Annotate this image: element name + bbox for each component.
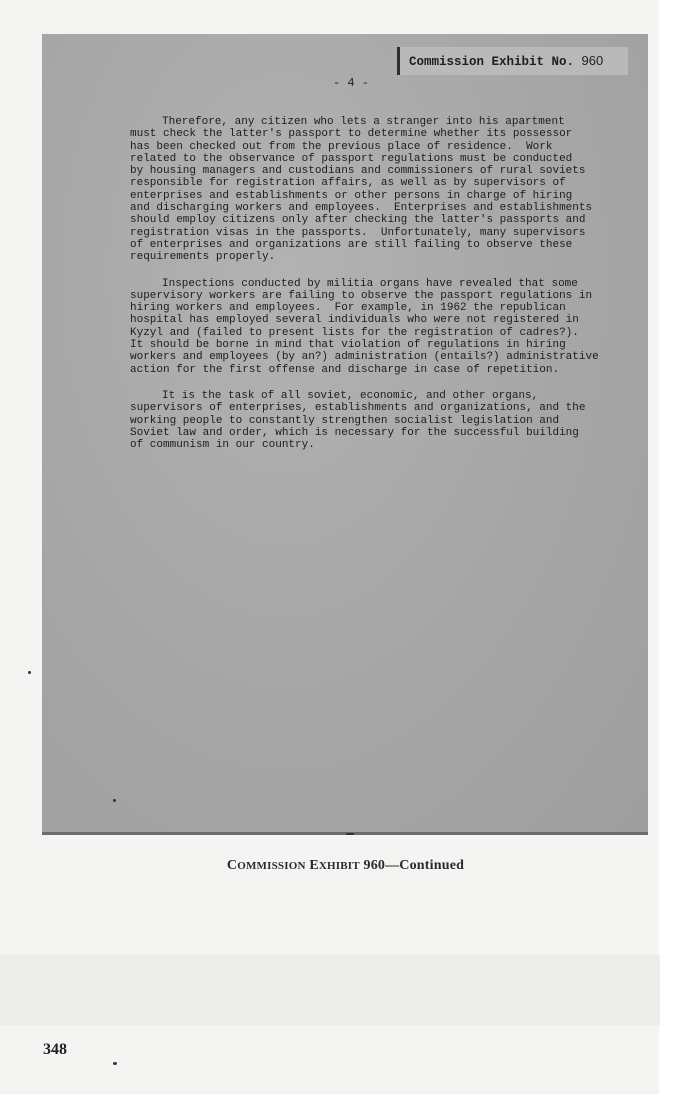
text-line: responsible for registration affairs, as well as by supervisors of xyxy=(130,177,566,190)
text-line: by housing managers and custodians and commissioners of rural soviets xyxy=(130,165,586,178)
text-line: has been checked out from the previous place of residence. Work xyxy=(130,140,553,153)
text-line: Kyzyl and (failed to present lists for the registration of cadres?). xyxy=(130,326,579,339)
caption-initial: C xyxy=(226,858,238,873)
text-line: requirements properly. xyxy=(130,251,276,264)
caption-word-rest: XHIBIT xyxy=(318,860,360,872)
text-line: Therefore, any citizen who lets a stranger into his apartment xyxy=(162,116,565,128)
text-line: of enterprises and organizations are still failing to observe these xyxy=(130,238,573,251)
text-line: enterprises and establishments or other persons in charge of hiring xyxy=(130,189,573,202)
text-line: It is the task of all soviet, economic, and other organs, xyxy=(162,389,539,402)
text-line: should employ citizens only after checking the latter's passports and xyxy=(130,214,586,227)
exhibit-stamp-number: 960 xyxy=(581,53,604,68)
page-number: 348 xyxy=(43,1041,67,1058)
text-line: It should be borne in mind that violation of regulations in hiring xyxy=(130,339,566,352)
caption-word-rest: OMMISSION xyxy=(237,860,306,872)
text-line: and discharging workers and employees. Enterprises and establishments xyxy=(130,202,593,215)
sheet-bottom-edge xyxy=(42,832,648,835)
scan-speck xyxy=(28,671,31,674)
exhibit-caption xyxy=(0,858,691,874)
paragraph-3 xyxy=(130,390,630,451)
text-line: must check the latter's passport to determine whether its possessor xyxy=(130,128,573,141)
text-line: hospital has employed several individuals who were not registered in xyxy=(130,314,579,327)
scan-speck xyxy=(346,833,354,835)
document-body xyxy=(130,116,630,465)
text-line: supervisory workers are failing to observe the passport regulations in xyxy=(130,289,593,302)
caption-initial: E xyxy=(309,858,319,873)
text-line: registration visas in the passports. Unfortunately, many supervisors xyxy=(130,226,586,239)
exhibit-stamp-text xyxy=(409,53,603,69)
paragraph-1 xyxy=(130,116,630,264)
page-margin xyxy=(659,0,691,1094)
exhibit-stamp xyxy=(397,47,628,75)
page-marker: - 4 - xyxy=(333,76,370,90)
exhibit-stamp-label: Commission Exhibit No. xyxy=(409,55,575,69)
text-line: working people to constantly strengthen socialist legislation and xyxy=(130,414,560,427)
text-line: action for the first offense and discharge in case of repetition. xyxy=(130,363,560,376)
text-line: workers and employees (by an?) administration (entails?) administrative xyxy=(130,351,599,364)
text-line: hiring workers and employees. For example, in 1962 the republican xyxy=(130,302,566,315)
scan-band xyxy=(0,955,660,1025)
text-line: of communism in our country. xyxy=(130,439,315,452)
text-line: related to the observance of passport regulations must be conducted xyxy=(130,152,573,165)
scan-speck xyxy=(113,799,116,802)
text-line: Inspections conducted by militia organs have revealed that some xyxy=(162,277,578,290)
paragraph-2 xyxy=(130,278,630,376)
text-line: supervisors of enterprises, establishments and organizations, and the xyxy=(130,402,586,415)
caption-tail: 960—Continued xyxy=(363,858,465,873)
text-line: Soviet law and order, which is necessary for the successful building xyxy=(130,426,579,439)
scan-speck xyxy=(113,1062,117,1065)
